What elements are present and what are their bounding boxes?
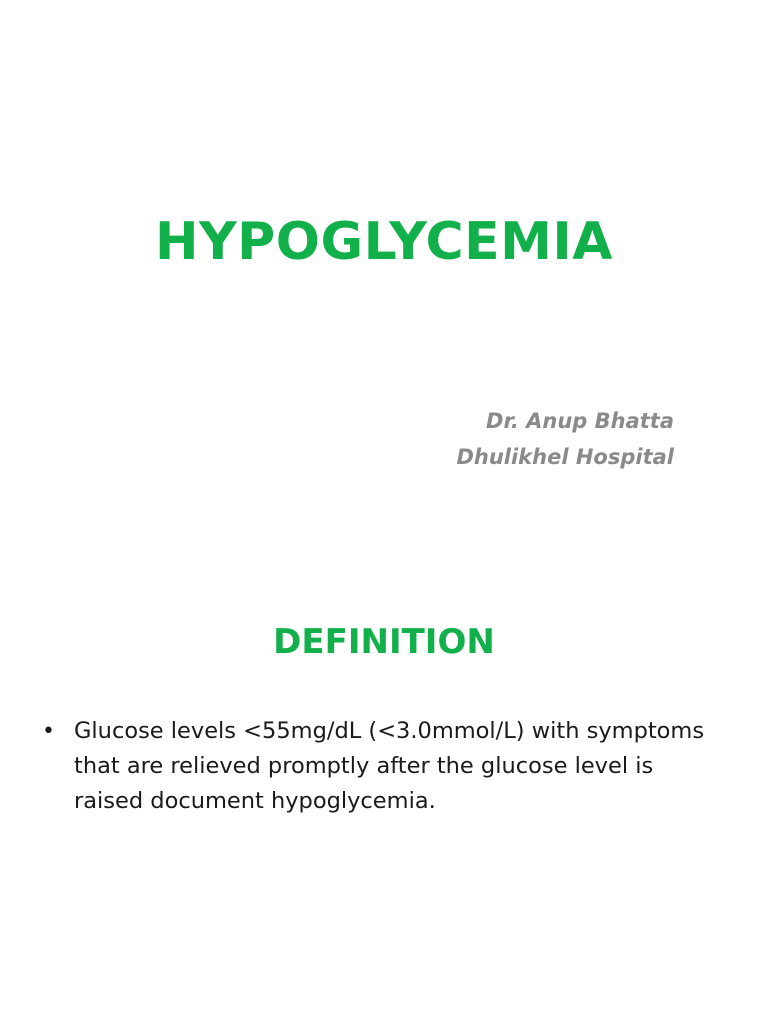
author-affiliation: Dhulikhel Hospital: [456, 445, 674, 469]
section-heading: DEFINITION: [273, 622, 495, 662]
bullet-item: [38, 714, 728, 819]
definition-slide: [0, 576, 768, 1024]
author-block: [456, 403, 674, 475]
presentation-title: HYPOGLYCEMIA: [154, 212, 614, 272]
bullet-text: Glucose levels <55mg/dL (<3.0mmol/L) with symptoms that are relieved promptly after the glucose level is raised document hypoglycemia.: [74, 718, 705, 814]
bullet-list: [38, 714, 728, 819]
author-name: Dr. Anup Bhatta: [486, 409, 674, 433]
bullet-icon: •: [42, 719, 55, 744]
